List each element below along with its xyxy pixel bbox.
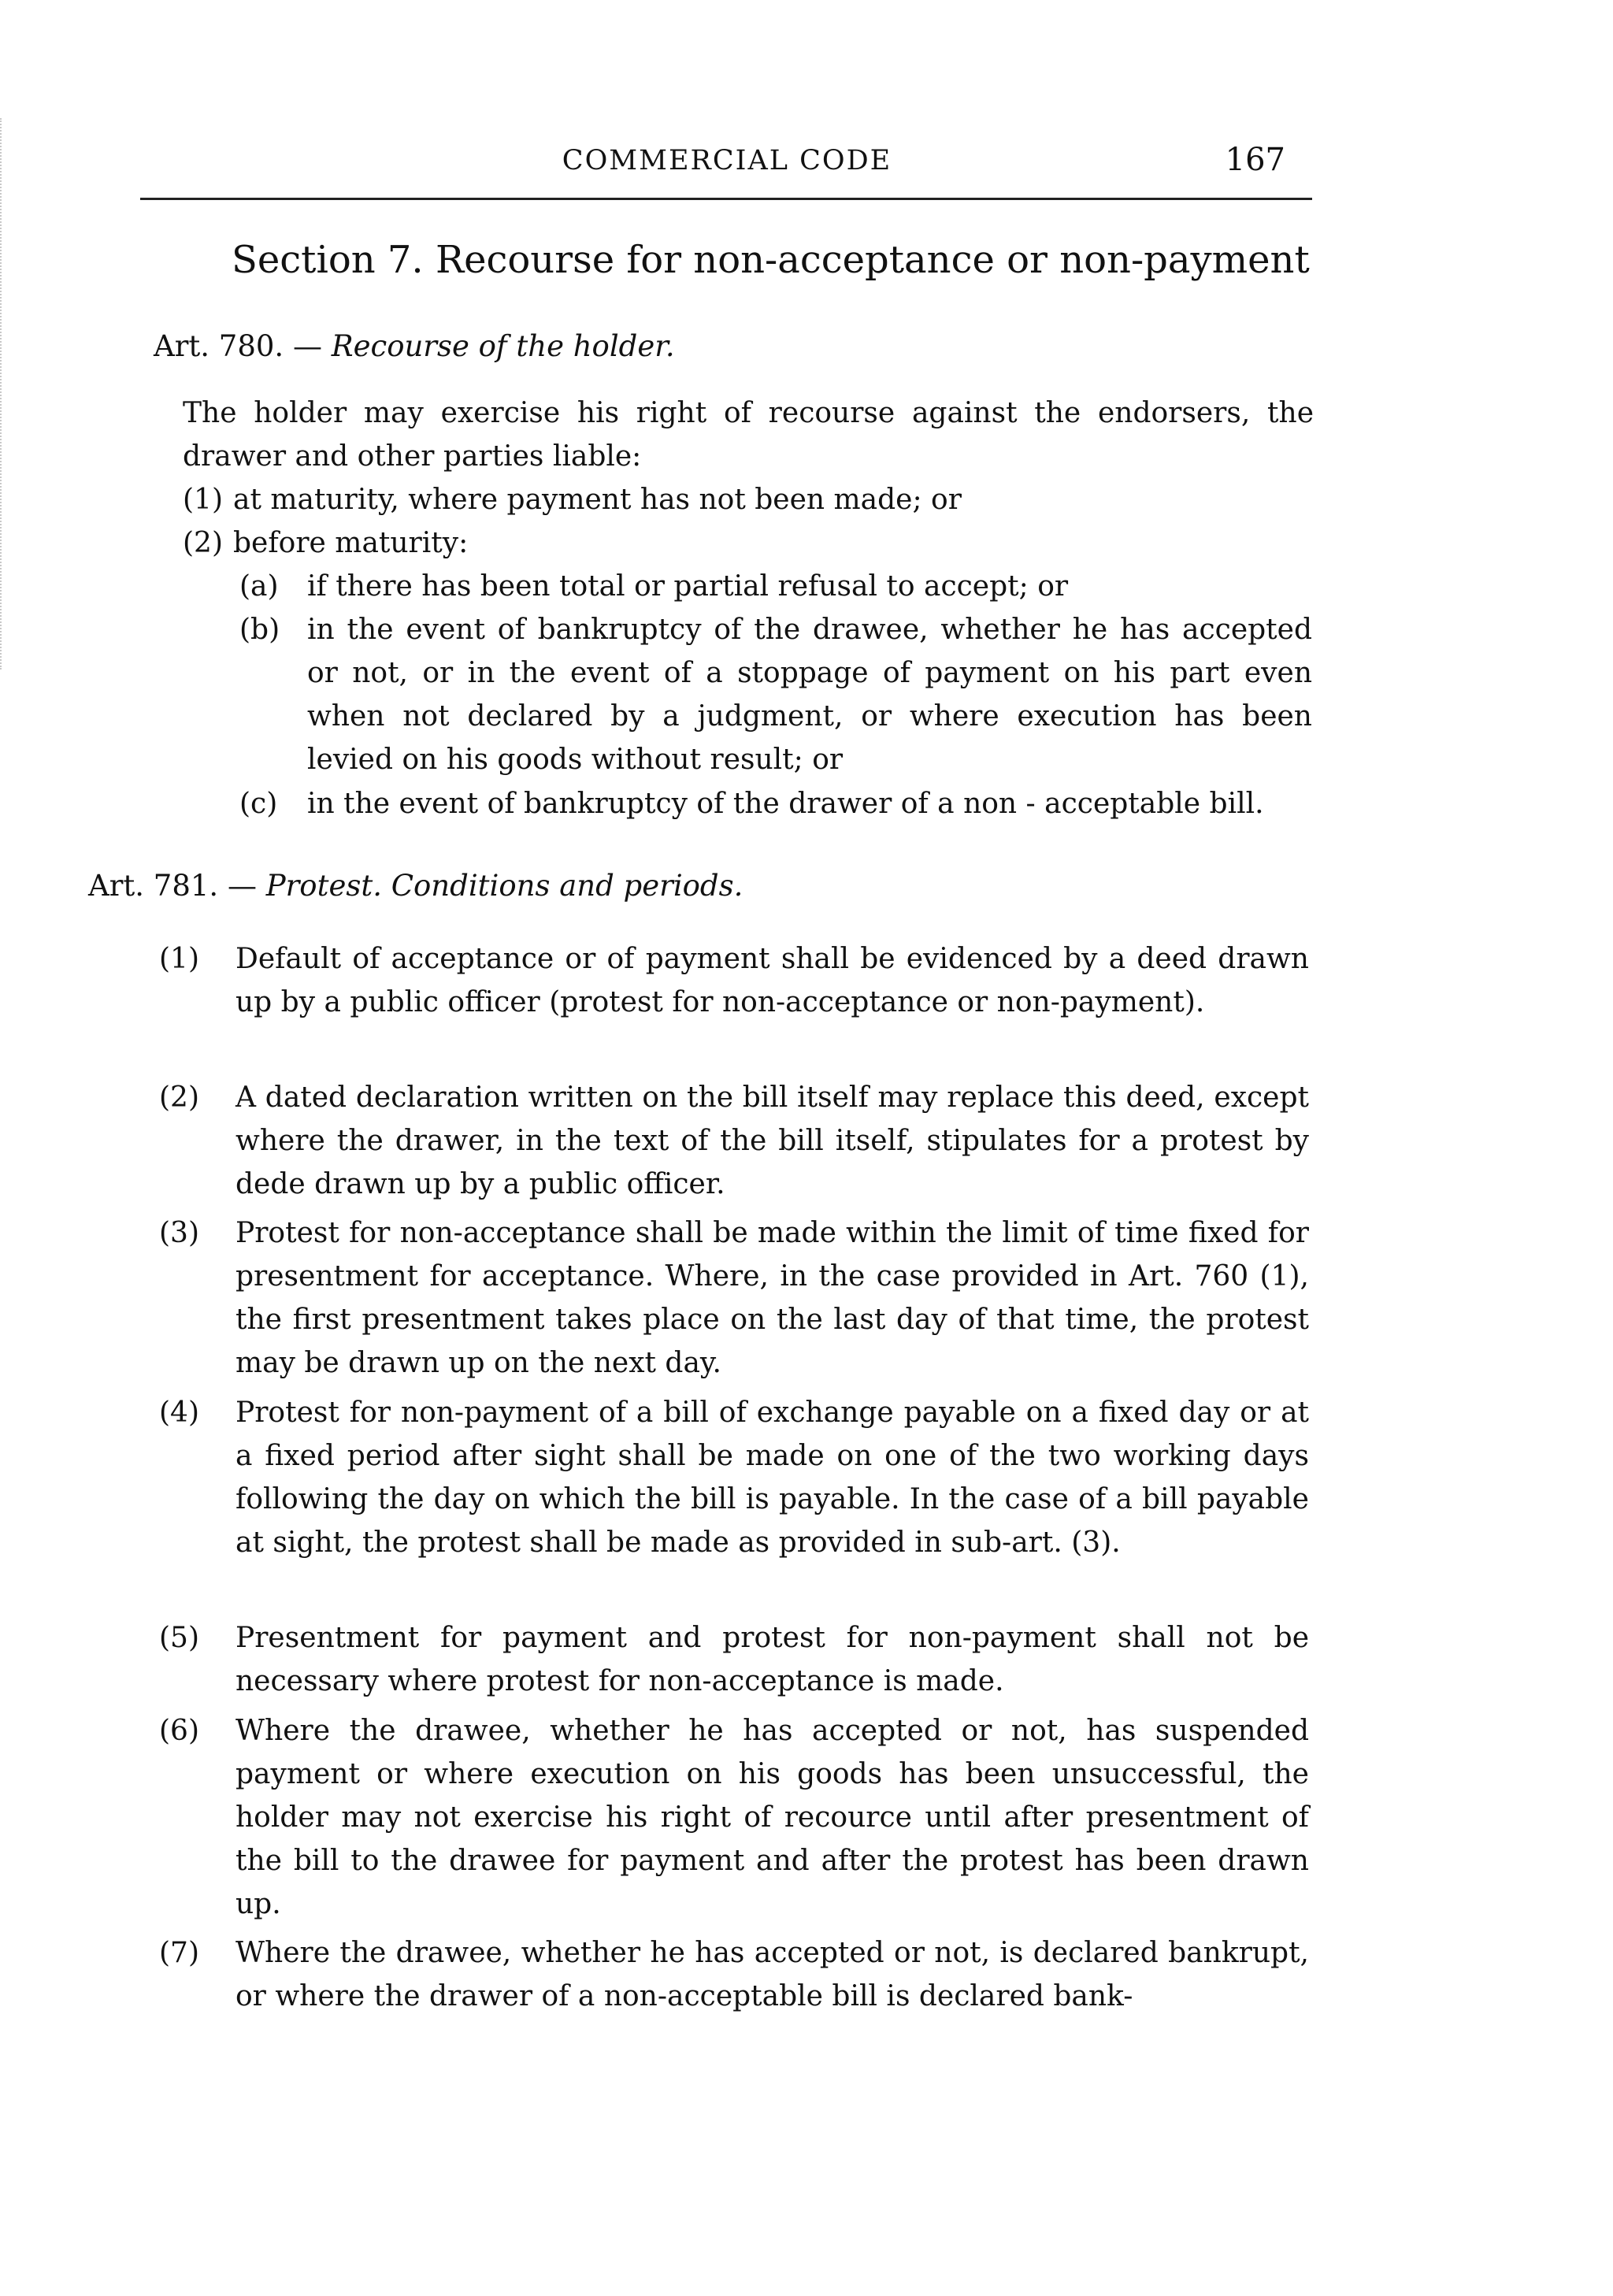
art-780-subitem-b	[239, 608, 1312, 781]
running-title: COMMERCIAL CODE	[562, 145, 892, 176]
item-text: Protest for non-payment of a bill of exchange payable on a fixed day or at a fixed period after sight shall be made on one of the two working days following the day on which the bill is payable. In the case of a bill payable at sight, the protest shall be made as provided in sub-art. (3).	[235, 1397, 1309, 1559]
art-780-number: Art. 780. —	[154, 329, 322, 363]
item-text: A dated declaration written on the bill itself may replace this deed, except where the drawer, in the text of the bill itself, stipulates for a protest by dede drawn up by a public officer.	[235, 1081, 1309, 1200]
item-number: (1)	[159, 943, 199, 975]
page-header	[140, 140, 1314, 195]
item-text: Presentment for payment and protest for non-payment shall not be necessary where protest for non-acceptance is made.	[235, 1622, 1309, 1697]
item-text: at maturity, where payment has not been made; or	[233, 484, 962, 516]
header-rule	[140, 198, 1312, 200]
art-781-item-1	[159, 937, 1309, 1024]
item-text: Where the drawee, whether he has accepted or not, is declared bankrupt, or where the drawer of a non-acceptable bill is declared bank-	[235, 1937, 1309, 2012]
art-780-caption: Recourse of the holder.	[331, 329, 675, 363]
subitem-text: in the event of bankruptcy of the drawee, whether he has accepted or not, or in the event of a stoppage of payment on his part even when not declared by a judgment, or where execution has been levied on his goods without result; or	[307, 614, 1312, 776]
art-780-item-1	[183, 478, 1314, 521]
art-781-heading	[88, 869, 743, 903]
item-text: Default of acceptance or of payment shall be evidenced by a deed drawn up by a public officer (protest for non-acceptance or non-payment).	[235, 943, 1309, 1018]
art-780-item-2	[183, 521, 1314, 565]
art-781-caption: Protest. Conditions and periods.	[265, 869, 743, 903]
item-number: (1)	[183, 484, 223, 516]
subitem-letter: (c)	[239, 788, 278, 820]
scan-edge-marks	[0, 118, 5, 670]
item-number: (6)	[159, 1715, 199, 1747]
item-number: (4)	[159, 1397, 199, 1429]
subitem-letter: (a)	[239, 570, 279, 603]
art-781-item-6	[159, 1709, 1309, 1926]
art-781-item-2	[159, 1076, 1309, 1206]
item-number: (3)	[159, 1217, 199, 1249]
item-text: Where the drawee, whether he has accepted or not, has suspended payment or where execution on his goods has been unsuccessful, the holder may not exercise his right of recource until after presentment of the bill to the drawee for payment and after the protest has been drawn up.	[235, 1715, 1309, 1920]
subitem-text: in the event of bankruptcy of the drawer of a non - acceptable bill.	[307, 788, 1264, 820]
art-781-item-7	[159, 1931, 1309, 2018]
item-number: (5)	[159, 1622, 199, 1654]
art-780-subitem-a	[239, 565, 1312, 608]
page-number: 167	[1225, 142, 1285, 178]
item-number: (2)	[159, 1081, 199, 1114]
art-780-heading	[154, 329, 675, 363]
art-781-item-4	[159, 1391, 1309, 1564]
subitem-text: if there has been total or partial refusal to accept; or	[307, 570, 1069, 603]
item-text: before maturity:	[233, 527, 469, 559]
art-781-item-5	[159, 1616, 1309, 1703]
item-text: Protest for non-acceptance shall be made within the limit of time fixed for presentment for acceptance. Where, in the case provided in Art. 760 (1), the first presentment takes place on the last day of that time, the protest may be drawn up on the next day.	[235, 1217, 1309, 1379]
item-number: (7)	[159, 1937, 199, 1969]
art-780-intro: The holder may exercise his right of recourse against the endorsers, the drawer and other parties liable:	[183, 397, 1314, 473]
item-number: (2)	[183, 527, 223, 559]
art-780-subitem-c	[239, 782, 1312, 825]
subitem-letter: (b)	[239, 614, 280, 646]
art-781-number: Art. 781. —	[88, 869, 257, 903]
art-781-item-3	[159, 1211, 1309, 1385]
section-title: Section 7. Recourse for non-acceptance or non-payment	[232, 238, 1310, 282]
